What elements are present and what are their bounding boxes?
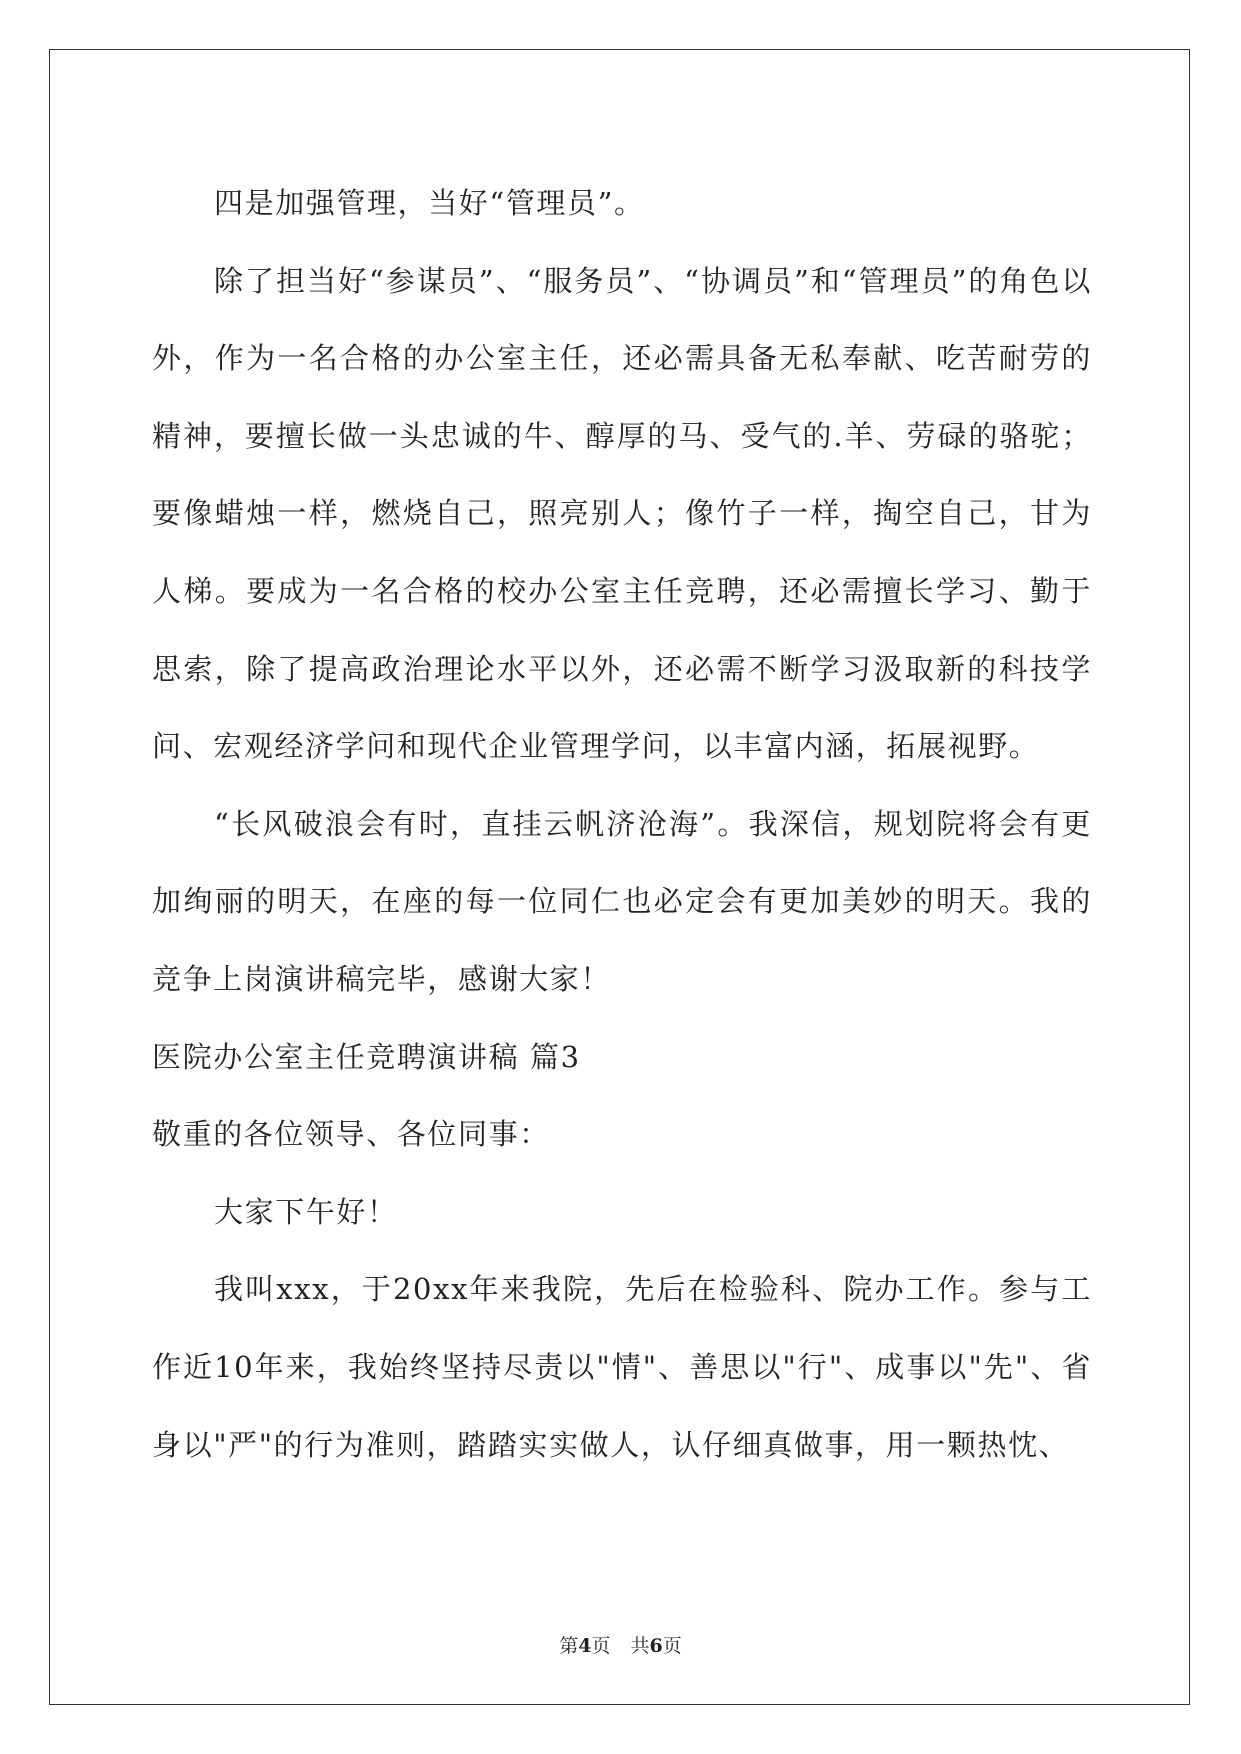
- document-body: [152, 165, 1092, 1484]
- paragraph-2: 除了担当好“参谋员”、“服务员”、“协调员”和“管理员”的角色以外，作为一名合格的办公室主任，还必需具备无私奉献、吃苦耐劳的精神，要擅长做一头忠诚的牛、醇厚的马、受气的.羊、劳碌的骆驼；要像蜡烛一样，燃烧自己，照亮别人；像竹子一样，掏空自己，甘为人梯。要成为一名合格的校办公室主任竞聘，还必需擅长学习、勤于思索，除了提高政治理论水平以外，还必需不断学习汲取新的科技学问、宏观经济学问和现代企业管理学问，以丰富内涵，拓展视野。: [152, 263, 1092, 764]
- paragraph-intro: 我叫xxx，于20xx年来我院，先后在检验科、院办工作。参与工作近10年来，我始终坚持尽责以"情"、善思以"行"、成事以"先"、省身以"严"的行为准则，踏踏实实做人，认仔细真做事，用一颗热忱、: [152, 1272, 1092, 1462]
- page-footer: [0, 1631, 1241, 1658]
- footer-page-suffix: 页: [591, 1635, 611, 1657]
- footer-total-suffix: 页: [662, 1635, 682, 1657]
- footer-page-total: 6: [649, 1635, 663, 1657]
- paragraph-1: 四是加强管理，当好“管理员”。: [214, 186, 645, 220]
- section-heading: 医院办公室主任竞聘演讲稿 篇3: [152, 1039, 581, 1074]
- salutation: 敬重的各位领导、各位同事：: [152, 1117, 550, 1152]
- footer-total-prefix: 共: [630, 1635, 650, 1657]
- greeting: 大家下午好！: [214, 1194, 398, 1229]
- footer-page-prefix: 第: [559, 1635, 579, 1657]
- paragraph-3: “长风破浪会有时，直挂云帆济沧海”。我深信，规划院将会有更加绚丽的明天，在座的每一位同仁也必定会有更加美妙的明天。我的竞争上岗演讲稿完毕，感谢大家！: [152, 806, 1092, 996]
- footer-page-current: 4: [578, 1635, 592, 1657]
